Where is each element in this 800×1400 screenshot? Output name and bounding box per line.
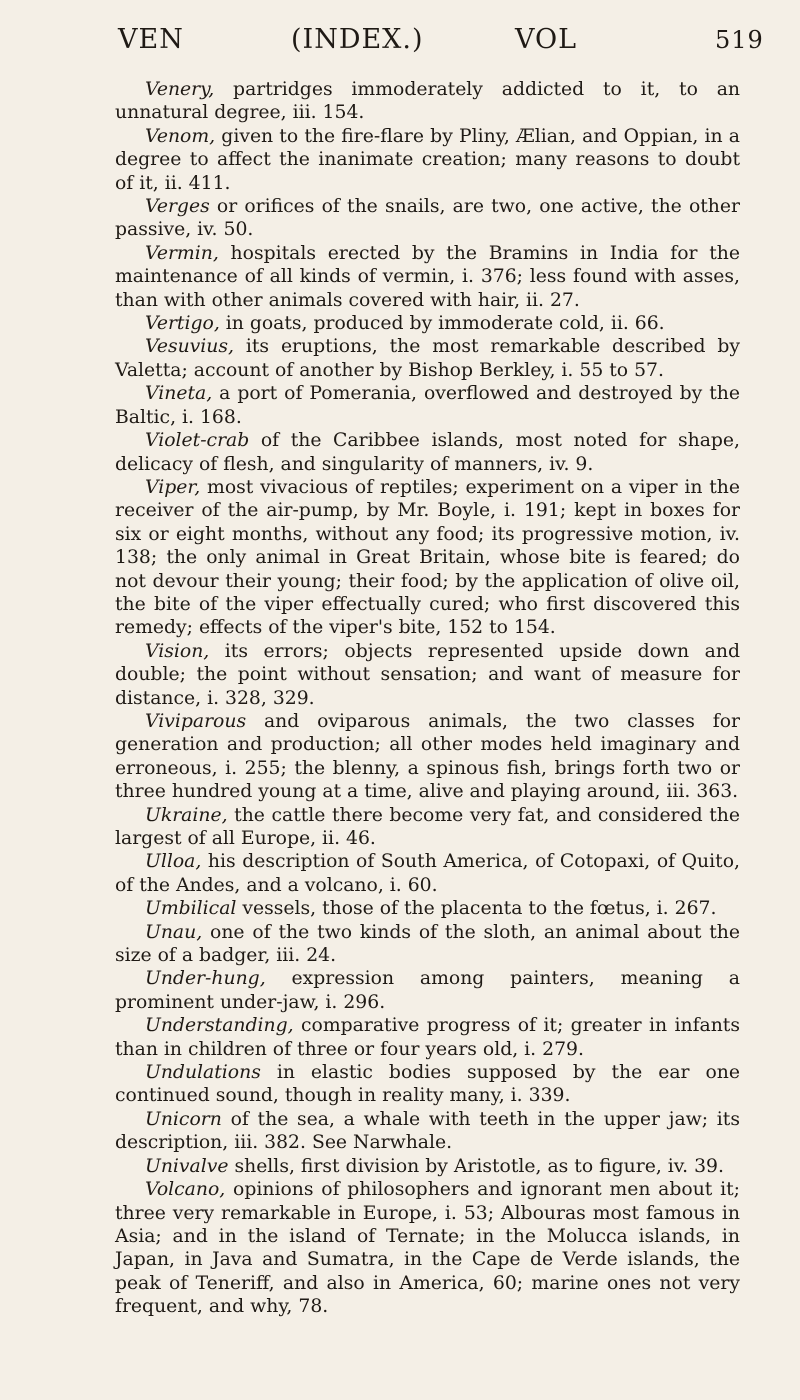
index-entry (115, 312, 740, 335)
index-entry (115, 429, 740, 476)
index-entry (115, 242, 740, 312)
index-entry (115, 1014, 740, 1061)
entry-term: Ulloa, (145, 851, 202, 873)
entry-term: Undulations (145, 1062, 261, 1084)
entry-term: Venom, (145, 125, 216, 147)
entry-term: Volcano, (145, 1179, 226, 1201)
entry-text: shells, first division by Aristotle, as to figure, iv. 39. (228, 1155, 724, 1177)
entry-term: Vermin, (145, 242, 219, 264)
index-entry (115, 967, 740, 1014)
index-entry (115, 335, 740, 382)
entry-text: partridges immoderately addicted to it, to an unnatural degree, iii. 154. (115, 79, 740, 124)
index-entry (115, 850, 740, 897)
entry-term: Verges (145, 196, 210, 218)
entry-text: given to the fire-flare by Pliny, Ælian, and Oppian, in a degree to affect the inanimate creation; many reasons to doubt of it, ii. 411. (115, 125, 740, 194)
entry-text: and oviparous animals, the two classes for generation and production; all other modes held imaginary and erroneous, i. 255; the blenny, a spinous fish, brings forth two or three hundred young at a time, alive and playing around, iii. 363. (115, 710, 740, 803)
entry-term: Unau, (145, 921, 203, 943)
index-entry (115, 382, 740, 429)
index-entry (115, 897, 740, 920)
entry-term: Univalve (145, 1155, 229, 1177)
page-number: 519 (715, 26, 764, 54)
entry-term: Venery, (145, 79, 215, 100)
entry-term: Ukraine, (145, 804, 228, 826)
entry-text: in elastic bodies supposed by the ear one continued sound, though in reality many, i. 339. (115, 1062, 740, 1107)
index-entry (115, 1108, 740, 1155)
entry-text: in goats, produced by immoderate cold, ii. 66. (219, 313, 665, 335)
running-header (0, 24, 800, 64)
entry-term: Vesuvius, (145, 336, 235, 358)
entry-text: its errors; objects represented upside down and double; the point without sensation; and want of measure for distance, i. 328, 329. (115, 640, 740, 709)
entry-term: Viper, (145, 476, 201, 498)
entry-text: hospitals erected by the Bramins in India for the maintenance of all kinds of vermin, i. 376; less found with asses, than with other animals covered with hair, ii. 27. (115, 242, 740, 311)
entry-term: Understanding, (145, 1015, 294, 1037)
entry-term: Under-hung, (145, 968, 266, 990)
index-entry (115, 1061, 740, 1108)
entry-term: Vision, (145, 640, 210, 662)
index-entry (115, 195, 740, 242)
index-entry (115, 804, 740, 851)
index-entries (115, 78, 740, 1319)
header-left-guideword: VEN (118, 24, 184, 55)
entry-text: the cattle there become very fat, and considered the largest of all Europe, ii. 46. (115, 804, 740, 849)
entry-term: Unicorn (145, 1108, 222, 1130)
entry-term: Vertigo, (145, 313, 220, 335)
index-entry (115, 1178, 740, 1318)
entry-text: vessels, those of the placenta to the fœtus, i. 267. (236, 898, 717, 920)
index-entry (115, 710, 740, 804)
entry-text: expression among painters, meaning a prominent under-jaw, i. 296. (115, 968, 740, 1013)
entry-text: one of the two kinds of the sloth, an animal about the size of a badger, iii. 24. (115, 921, 740, 967)
index-entry (115, 1155, 740, 1178)
entry-text: his description of South America, of Cotopaxi, of Quito, of the Andes, and a volcano, i. 60. (115, 851, 740, 896)
index-entry (115, 476, 740, 640)
header-right-guideword: VOL (515, 24, 578, 55)
entry-text: its eruptions, the most remarkable described by Valetta; account of another by Bishop Berkley, i. 55 to 57. (115, 336, 740, 381)
entry-term: Umbilical (145, 898, 237, 920)
entry-term: Vineta, (145, 383, 213, 405)
header-section-title: (INDEX.) (291, 24, 424, 55)
index-entry (115, 640, 740, 710)
entry-text: most vivacious of reptiles; experiment on a viper in the receiver of the air-pump, by Mr. Boyle, i. 191; kept in boxes for six or eight months, without any food; its progressive motion, iv. 138; the only animal in Great Britain, whose bite is feared; do not devour their young; their food; by the application of olive oil, the bite of the viper effectually cured; who first discovered this remedy; effects of the viper's bite, 152 to 154. (115, 476, 740, 639)
index-entry (115, 125, 740, 195)
index-entry (115, 78, 740, 125)
index-entry (115, 921, 740, 968)
entry-term: Viviparous (145, 710, 247, 732)
entry-text: of the Caribbee islands, most noted for shape, delicacy of flesh, and singularity of manners, iv. 9. (115, 430, 740, 475)
entry-text: comparative progress of it; greater in infants than in children of three or four years old, i. 279. (115, 1015, 740, 1060)
entry-text: or orifices of the snails, are two, one active, the other passive, iv. 50. (115, 196, 740, 241)
entry-text: a port of Pomerania, overflowed and destroyed by the Baltic, i. 168. (115, 383, 740, 428)
entry-term: Violet-crab (145, 430, 250, 452)
entry-text: opinions of philosophers and ignorant men about it; three very remarkable in Europe, i. 53; Albouras most famous in Asia; and in the island of Ternate; in the Molucca islands, in Japan, in Java and Sumatra, in the Cape de Verde islands, the peak of Teneriff, and also in America, 60; marine ones not very frequent, and why, 78. (115, 1179, 740, 1318)
entry-text: of the sea, a whale with teeth in the upper jaw; its description, iii. 382. See Narwhale. (115, 1108, 740, 1154)
